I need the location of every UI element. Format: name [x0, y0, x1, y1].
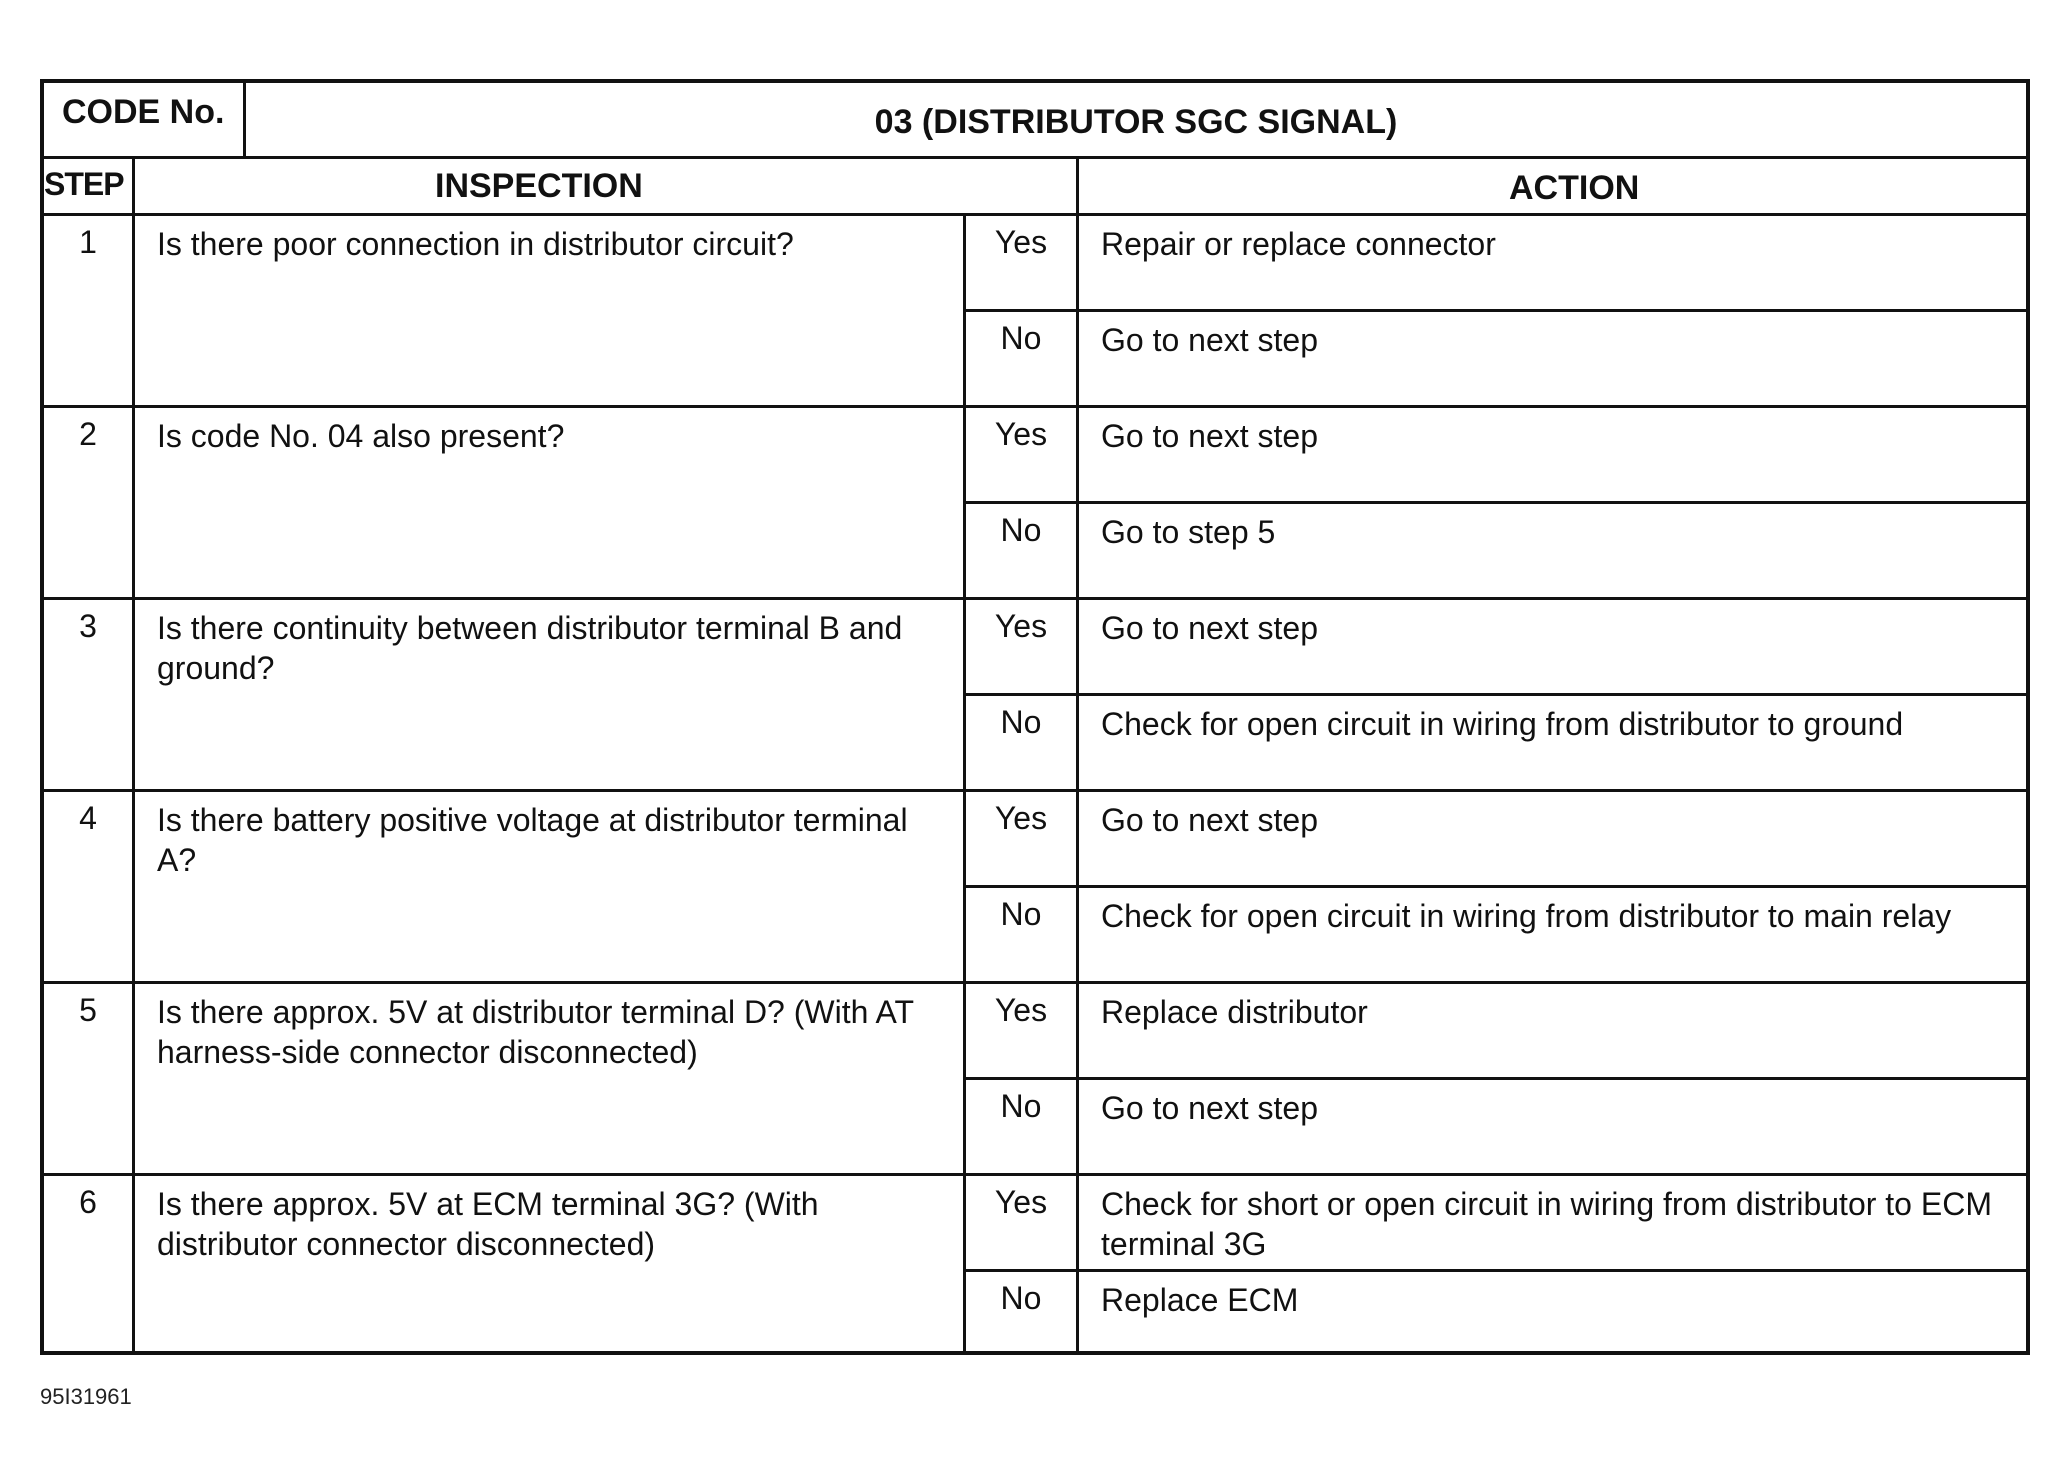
yes-action: Go to next step — [1101, 802, 1319, 838]
yes-label: Yes — [966, 1176, 1079, 1269]
table-row — [44, 216, 2026, 408]
table-row — [44, 984, 2026, 1176]
yes-branch — [966, 1176, 2026, 1272]
yes-label: Yes — [966, 408, 1079, 501]
step-number: 1 — [44, 216, 135, 405]
yes-branch — [966, 792, 2026, 888]
inspection-text: Is code No. 04 also present? — [135, 408, 966, 597]
yes-branch — [966, 600, 2026, 696]
table-row — [44, 1176, 2026, 1351]
no-branch — [966, 696, 2026, 792]
code-label: CODE No. — [44, 83, 246, 156]
no-branch — [966, 888, 2026, 984]
figure-id: 95I31961 — [40, 1384, 132, 1409]
inspection-text: Is there poor connection in distributor circuit? — [135, 216, 966, 405]
action-column-header: ACTION — [1509, 169, 1640, 207]
no-branch — [966, 1080, 2026, 1176]
yes-action: Repair or replace connector — [1101, 226, 1496, 262]
no-action: Replace ECM — [1101, 1282, 1299, 1318]
no-label: No — [966, 696, 1079, 792]
no-branch — [966, 504, 2026, 600]
no-branch — [966, 312, 2026, 408]
no-action: Go to step 5 — [1101, 514, 1276, 550]
no-action: Check for open circuit in wiring from distributor to main relay — [1101, 898, 1952, 934]
no-label: No — [966, 1080, 1079, 1176]
yes-label: Yes — [966, 600, 1079, 693]
inspection-text: Is there continuity between distributor terminal B and ground? — [135, 600, 966, 789]
yes-action: Check for short or open circuit in wiring from distributor to ECM terminal 3G — [1101, 1186, 1992, 1262]
step-number: 6 — [44, 1176, 135, 1351]
inspection-column-header: INSPECTION — [135, 159, 1079, 213]
code-value: 03 (DISTRIBUTOR SGC SIGNAL) — [874, 103, 1398, 141]
yes-label: Yes — [966, 984, 1079, 1077]
column-header-row — [44, 159, 2026, 216]
yes-branch — [966, 984, 2026, 1080]
no-label: No — [966, 312, 1079, 408]
yes-label: Yes — [966, 216, 1079, 309]
table-row — [44, 600, 2026, 792]
yes-label: Yes — [966, 792, 1079, 885]
inspection-text: Is there approx. 5V at ECM terminal 3G? (With distributor connector disconnected) — [135, 1176, 966, 1351]
step-number: 3 — [44, 600, 135, 789]
no-label: No — [966, 1272, 1079, 1351]
yes-action: Go to next step — [1101, 418, 1319, 454]
step-number: 4 — [44, 792, 135, 981]
no-branch — [966, 1272, 2026, 1351]
yes-action: Replace distributor — [1101, 994, 1368, 1030]
code-row — [44, 83, 2026, 159]
no-label: No — [966, 888, 1079, 984]
yes-branch — [966, 216, 2026, 312]
table-row — [44, 408, 2026, 600]
no-action: Go to next step — [1101, 322, 1319, 358]
no-label: No — [966, 504, 1079, 600]
step-number: 2 — [44, 408, 135, 597]
yes-action: Go to next step — [1101, 610, 1319, 646]
inspection-text: Is there approx. 5V at distributor terminal D? (With AT harness-side connector disconnected) — [135, 984, 966, 1173]
yes-branch — [966, 408, 2026, 504]
table-row — [44, 792, 2026, 984]
step-number: 5 — [44, 984, 135, 1173]
no-action: Go to next step — [1101, 1090, 1319, 1126]
inspection-text: Is there battery positive voltage at distributor terminal A? — [135, 792, 966, 981]
no-action: Check for open circuit in wiring from distributor to ground — [1101, 706, 1904, 742]
diagnostic-table — [40, 79, 2030, 1355]
step-column-header: STEP — [44, 159, 135, 213]
